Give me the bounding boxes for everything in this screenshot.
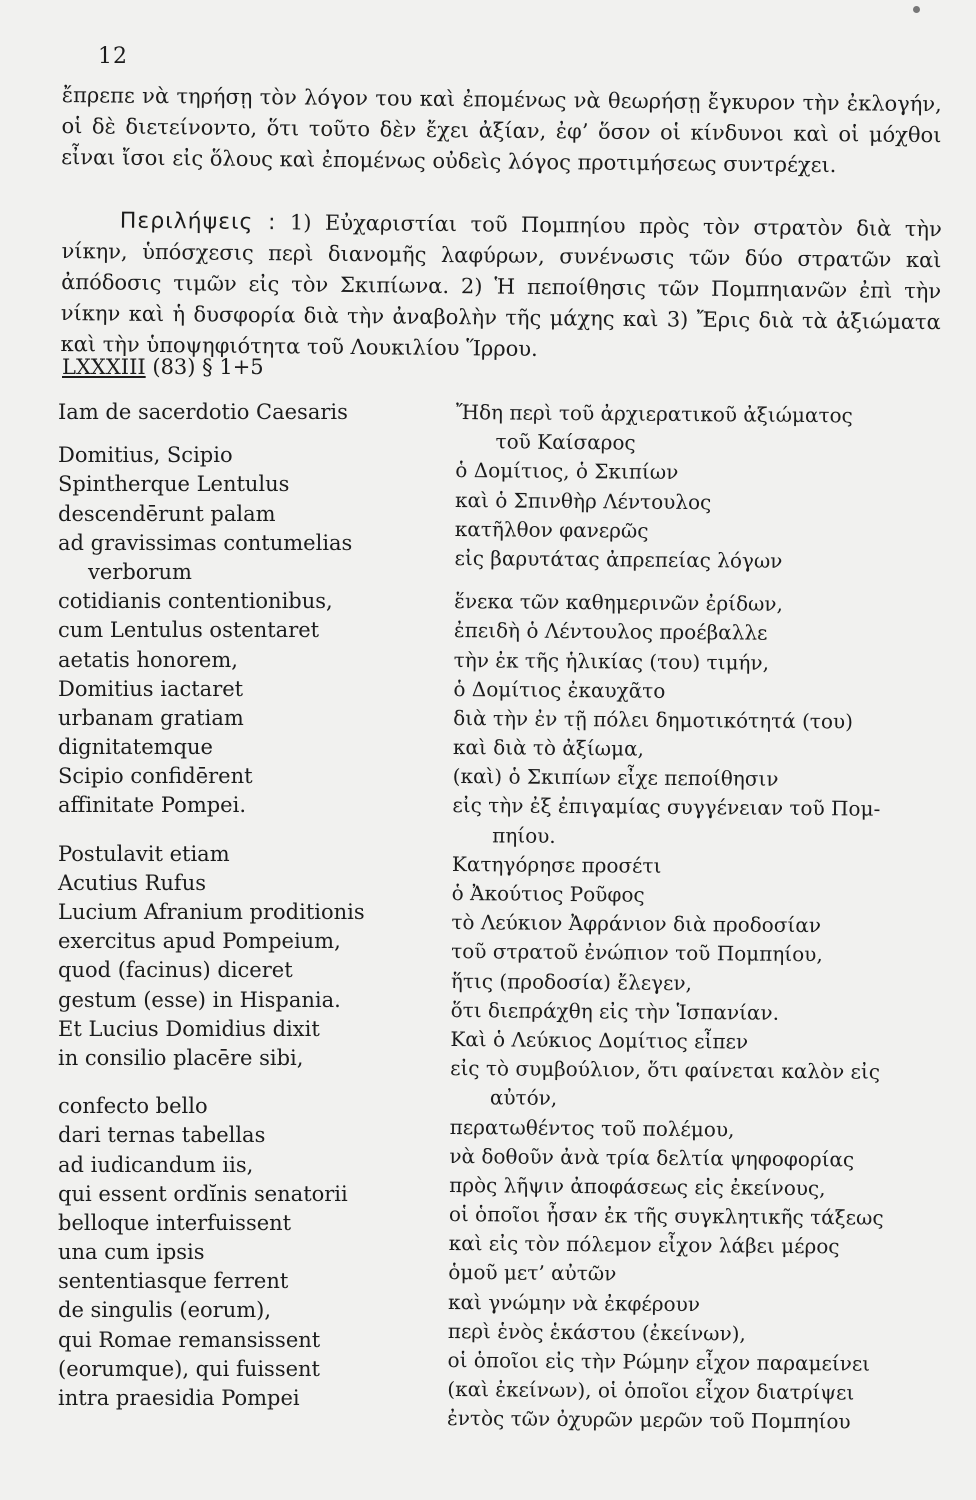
latin-line: Postulavit etiam [58, 841, 230, 866]
latin-line: cum Lentulus ostentaret [58, 618, 320, 643]
greek-line: νὰ δοθοῦν ἀνὰ τρία δελτία ψηφοφορίας [449, 1143, 855, 1172]
greek-column [447, 398, 941, 1438]
latin-line: intra praesidia Pompei [58, 1386, 300, 1410]
latin-line: dari ternas tabellas [58, 1123, 266, 1148]
latin-line: dignitatemque [58, 735, 213, 760]
greek-line: (καὶ ἐκείνων), οἱ ὁποῖοι εἶχον διατρίψει [447, 1377, 855, 1405]
greek-line: εἰς τὴν ἐξ ἐπιγαμίας συγγένειαν τοῦ Πομ- [452, 793, 881, 822]
greek-line: εἰς τὸ συμβούλιον, ὅτι φαίνεται καλὸν εἰς [450, 1056, 881, 1084]
latin-line: verborum [88, 559, 192, 584]
latin-line: de singulis (eorum), [58, 1298, 272, 1323]
greek-line: ἥτις (προδοσία) ἔλεγεν, [450, 968, 693, 995]
latin-line: ad gravissimas contumelias [58, 530, 353, 555]
latin-line: descendērunt palam [58, 501, 276, 526]
latin-line: ad iudicandum iis, [58, 1152, 254, 1177]
latin-line: (eorumque), qui fuissent [58, 1356, 320, 1381]
summary-body [60, 205, 942, 369]
latin-line: Iam de sacerdotio Caesaris [58, 400, 348, 424]
latin-line: sententiasque ferrent [58, 1269, 289, 1294]
summary-label: Περιλήψεις : [119, 208, 277, 236]
greek-line: οἱ ὁποῖοι εἰς τὴν Ρώμην εἶχον παραμείνει [447, 1347, 871, 1376]
greek-line: Καὶ ὁ Λεύκιος Δομίτιος εἶπεν [450, 1026, 749, 1054]
greek-line: περὶ ἑνὸς ἑκάστου (ἐκείνων), [447, 1318, 746, 1346]
latin-line: cotidianis contentionibus, [58, 589, 333, 614]
greek-line: ἕνεκα τῶν καθημερινῶν ἐρίδων, [454, 589, 783, 616]
greek-line: περατωθέντος τοῦ πολέμου, [449, 1114, 735, 1141]
latin-line: affinitate Pompei. [58, 793, 246, 818]
latin-spacer [58, 821, 448, 840]
latin-line: una cum ipsis [58, 1240, 205, 1265]
section-numeral: LXXXIII [62, 355, 146, 379]
latin-column [58, 398, 448, 1413]
greek-line: ἐντὸς τῶν ὀχυρῶν μερῶν τοῦ Πομπηίου [446, 1406, 851, 1434]
greek-line: καὶ εἰς τὸν πόλεμον εἶχον λάβει μέρος [448, 1231, 840, 1259]
latin-line: qui Romae remansissent [58, 1327, 321, 1352]
latin-line: qui essent ordĭnis senatorii [58, 1181, 348, 1206]
latin-line: Spintherque Lentulus [58, 472, 290, 497]
latin-line: exercitus apud Pompeium, [58, 929, 341, 954]
section-heading [62, 355, 264, 379]
latin-line: belloque interfuissent [58, 1210, 292, 1235]
greek-line: αὐτόν, [489, 1085, 558, 1111]
latin-line: urbanam gratiam [58, 705, 244, 730]
greek-line: ὅτι διεπράχθη εἰς τὴν Ἱσπανίαν. [450, 997, 780, 1025]
greek-line: (καὶ) ὁ Σκιπίων εἶχε πεποίθησιν [452, 764, 779, 792]
latin-line: Lucium Afranium proditionis [58, 900, 365, 924]
greek-line: τὸ Λεύκιον Ἀφράνιον διὰ προδοσίαν [451, 910, 822, 938]
latin-line: aetatis honorem, [58, 647, 238, 672]
latin-line: quod (facinus) diceret [58, 958, 293, 983]
latin-line: Et Lucius Domidius dixit [58, 1016, 320, 1041]
greek-line: ἐπειδὴ ὁ Λέντουλος προέβαλλε [453, 618, 768, 646]
summary-text: 1) Εὐχαριστίαι τοῦ Πομπηίου πρὸς τὸν στρατὸν διὰ τὴν νίκην, ὑπόσχεσις περὶ διανομῆς λαφύρων, συνένωσις τῶν δύο στρατῶν καὶ ἀπόδοσις τιμῶν εἰς τὸν Σκιπίωνα. 2) Ἡ πεποίθησις τῶν Πομπηιανῶν ἐπὶ τὴν νίκην καὶ ἡ δυσφορία διὰ τὴν ἀναβολὴν τῆς μάχης καὶ 3) Ἔρις διὰ τὰ ἀξιώματα καὶ τὴν ὑποψηφιότητα τοῦ Λουκιλίου Ἵρρου. [60, 210, 942, 361]
greek-line: τὴν ἐκ τῆς ἡλικίας (του) τιμήν, [453, 647, 770, 675]
greek-line: οἱ ὁποῖοι ἦσαν ἐκ τῆς συγκλητικῆς τάξεως [448, 1202, 884, 1230]
greek-line: διὰ τὴν ἐν τῇ πόλει δημοτικότητά (του) [453, 705, 854, 734]
greek-line: καὶ ὁ Σπινθὴρ Λέντουλος [455, 487, 712, 514]
greek-line: τοῦ Καίσαρος [495, 429, 636, 455]
greek-line: τοῦ στρατοῦ ἐνώπιον τοῦ Πομπηίου, [451, 939, 823, 967]
greek-line: πηίου. [492, 822, 556, 848]
greek-line: κατῆλθον φανερῶς [454, 516, 649, 543]
greek-line: πρὸς λῆψιν ἀποφάσεως εἰς ἐκείνους, [449, 1172, 826, 1201]
intro-text: ἔπρεπε νὰ τηρήσῃ τὸν λόγον του καὶ ἐπομένως νὰ θεωρήσῃ ἔγκυρον τὴν ἐκλογήν, οἱ δὲ διετείνοντο, ὅτι τοῦτο δὲν ἔχει ἀξίαν, ἐφ’ ὅσον οἱ κίνδυνοι καὶ οἱ μόχθοι εἶναι ἴσοι εἰς ὅλους καὶ ἐπομένως οὐδεὶς λόγος προτιμήσεως συντρέχει. [61, 82, 942, 178]
latin-line: in consilio placēre sibi, [58, 1045, 304, 1070]
greek-line: καὶ διὰ τὸ ἀξίωμα, [452, 735, 645, 761]
section-reference: (83) § 1+5 [152, 355, 264, 379]
greek-line: εἰς βαρυτάτας ἀπρεπείας λόγων [454, 545, 783, 573]
latin-line: Acutius Rufus [58, 870, 206, 895]
greek-line: Κατηγόρησε προσέτι [451, 851, 662, 878]
latin-line: Domitius iactaret [58, 676, 244, 701]
greek-line: Ἤδη περὶ τοῦ ἀρχιερατικοῦ ἀξιώματος [455, 399, 853, 428]
summary-paragraph [60, 205, 942, 369]
latin-spacer [58, 1073, 448, 1092]
latin-line: confecto bello [58, 1094, 208, 1119]
greek-line: καὶ γνώμην νὰ ἐκφέρουν [448, 1289, 701, 1316]
greek-line: ὁμοῦ μετ’ αὐτῶν [448, 1260, 617, 1286]
latin-spacer [58, 427, 448, 441]
greek-line: ὁ Δομίτιος ἐκαυχᾶτο [453, 676, 666, 703]
greek-line: ὁ Ἀκούτιος Ροῦφος [451, 880, 645, 907]
scan-speck [913, 6, 920, 13]
intro-paragraph [61, 80, 942, 182]
greek-line: ὁ Δομίτιος, ὁ Σκιπίων [455, 458, 679, 485]
latin-line: Domitius, Scipio [58, 443, 233, 468]
latin-line: gestum (esse) in Hispania. [58, 987, 341, 1012]
latin-line: Scipio confidērent [58, 764, 253, 789]
page-number: 12 [98, 44, 128, 69]
